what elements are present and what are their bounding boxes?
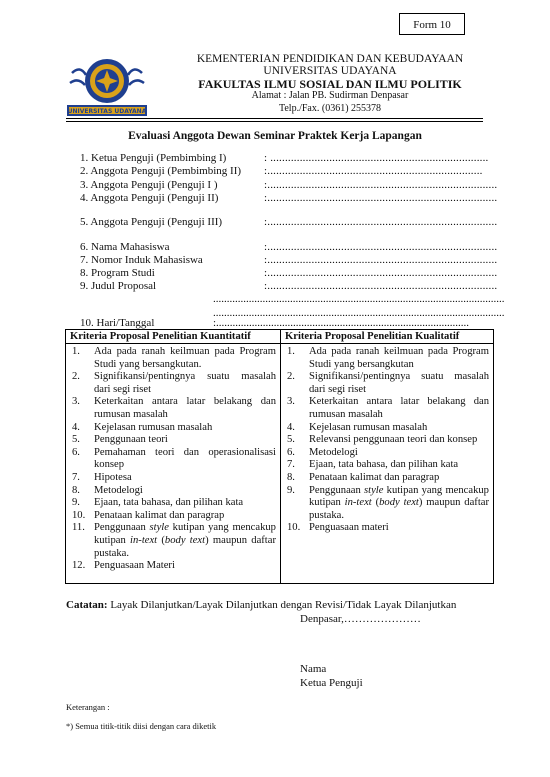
catatan-text: Layak Dilanjutkan/Layak Dilanjutkan dengan Revisi/Tidak Layak Dilanjutkan bbox=[107, 599, 457, 611]
qualitative-item-number: 9. bbox=[287, 484, 295, 496]
criteria-body-row bbox=[66, 344, 494, 584]
quantitative-item-text: Pemahaman teori dan operasionalisasi konsep bbox=[94, 446, 276, 471]
quantitative-item bbox=[72, 434, 276, 447]
form-title: Evaluasi Anggota Dewan Seminar Praktek Kerja Lapangan bbox=[128, 130, 422, 142]
qualitative-item-number: 4. bbox=[287, 421, 295, 433]
university-logo bbox=[66, 55, 148, 119]
qualitative-item bbox=[287, 371, 489, 396]
qualitative-item-text: Ada pada ranah keilmuan pada Program Studi yang bersangkutan bbox=[309, 346, 489, 370]
field-label-program-studi: 8. Program Studi bbox=[80, 267, 155, 279]
field-label-anggota-penguji-i: 3. Anggota Penguji (Penguji I ) bbox=[80, 179, 218, 191]
quantitative-item bbox=[72, 497, 276, 510]
quantitative-item bbox=[72, 522, 276, 560]
qualitative-item-text: Keterkaitan antara latar belakang dan rumusan masalah bbox=[309, 396, 489, 420]
field-label-anggota-penguji-ii: 4. Anggota Penguji (Penguji II) bbox=[80, 192, 219, 204]
qualitative-item bbox=[287, 472, 489, 485]
signature-place-date: Denpasar,………………… bbox=[300, 613, 421, 625]
quantitative-item-number: 10. bbox=[72, 509, 86, 521]
quantitative-item-text: Ejaan, tata bahasa, dan pilihan kata bbox=[94, 497, 244, 509]
qualitative-item-number: 3. bbox=[287, 396, 295, 408]
quantitative-item bbox=[72, 371, 276, 396]
qualitative-item-text: Metodelogi bbox=[309, 446, 358, 458]
catatan-label: Catatan: bbox=[66, 599, 108, 611]
quantitative-item-number: 4. bbox=[72, 421, 80, 433]
quantitative-item-number: 9. bbox=[72, 497, 80, 509]
quantitative-item-text: Penguasaan Materi bbox=[94, 560, 175, 572]
qualitative-item-text: Signifikansi/pentingnya suatu masalah dari segi riset bbox=[309, 371, 489, 395]
criteria-header-row bbox=[66, 330, 494, 344]
qualitative-item bbox=[287, 459, 489, 472]
qualitative-item-text: Penataan kalimat dan paragrap bbox=[309, 471, 440, 483]
qualitative-item bbox=[287, 422, 489, 435]
quantitative-item bbox=[72, 447, 276, 472]
field-value-anggota-penguji-i[interactable]: :.............................................................................. bbox=[264, 179, 498, 191]
quantitative-item-text: Penggunaan teori bbox=[94, 434, 168, 446]
field-label-anggota-penguji-iii: 5. Anggota Penguji (Penguji III) bbox=[80, 216, 223, 228]
qualitative-item-number: 8. bbox=[287, 471, 295, 483]
field-value-anggota-penguji-ii[interactable]: :.............................................................................. bbox=[264, 192, 498, 204]
quantitative-item-number: 1. bbox=[72, 346, 80, 357]
header-rule-thin bbox=[66, 121, 483, 122]
quantitative-criteria-list bbox=[72, 346, 276, 573]
field-value-hari-tanggal[interactable]: :............................................................................................ bbox=[213, 317, 470, 329]
qualitative-item bbox=[287, 346, 489, 371]
field-value-ketua-penguji[interactable]: : .......................................................................... bbox=[264, 152, 489, 164]
field-label-nama-mahasiswa: 6. Nama Mahasiswa bbox=[80, 241, 170, 253]
criteria-header-quantitative: Kriteria Proposal Penelitian Kuantitatif bbox=[66, 330, 281, 344]
form-number: Form 10 bbox=[413, 19, 451, 31]
quantitative-item bbox=[72, 472, 276, 485]
form-number-box bbox=[399, 13, 465, 35]
quantitative-item-number: 6. bbox=[72, 446, 80, 458]
quantitative-item-number: 11. bbox=[72, 522, 85, 534]
qualitative-item bbox=[287, 434, 489, 447]
field-value-judul-proposal[interactable]: :.............................................................................. bbox=[264, 280, 498, 292]
quantitative-item bbox=[72, 422, 276, 435]
qualitative-item-text: Ejaan, tata bahasa, dan pilihan kata bbox=[309, 459, 459, 471]
quantitative-item-text: Signifikansi/pentingnya suatu masalah dari segi riset bbox=[94, 371, 276, 395]
logo-text: UNIVERSITAS UDAYANA bbox=[67, 108, 147, 115]
qualitative-item-number: 2. bbox=[287, 371, 295, 383]
quantitative-item-text: Hipotesa bbox=[94, 471, 132, 483]
field-label-judul-proposal: 9. Judul Proposal bbox=[80, 280, 157, 292]
qualitative-item-number: 10. bbox=[287, 522, 301, 534]
header-phone: Telp./Fax. (0361) 255378 bbox=[278, 103, 382, 114]
quantitative-item bbox=[72, 346, 276, 371]
criteria-quantitative-cell bbox=[66, 344, 281, 584]
quantitative-item-number: 8. bbox=[72, 484, 80, 496]
qualitative-item-text: Penguasaan materi bbox=[309, 522, 389, 534]
qualitative-item bbox=[287, 485, 489, 523]
qualitative-item-text: Penggunaan style kutipan yang mencakup kutipan in-text (body text) maupun daftar pustaka. bbox=[309, 484, 489, 521]
judul-continuation-line-1[interactable]: .......................................................................................................... bbox=[213, 293, 505, 305]
keterangan-label: Keterangan : bbox=[66, 702, 110, 712]
quantitative-item-text: Metodelogi bbox=[94, 484, 143, 496]
field-label-hari-tanggal: 10. Hari/Tanggal bbox=[80, 317, 155, 329]
judul-continuation-line-2[interactable]: .......................................................................................................... bbox=[213, 307, 505, 319]
keterangan-note: *) Semua titik-titik diisi dengan cara diketik bbox=[66, 721, 217, 731]
qualitative-item bbox=[287, 447, 489, 460]
signature-role: Ketua Penguji bbox=[300, 677, 363, 689]
criteria-qualitative-cell bbox=[281, 344, 494, 584]
quantitative-item-text: Penataan kalimat dan paragrap bbox=[94, 509, 225, 521]
quantitative-item-number: 7. bbox=[72, 471, 80, 483]
qualitative-item-number: 6. bbox=[287, 446, 295, 458]
qualitative-item-number: 7. bbox=[287, 459, 295, 471]
quantitative-item-number: 5. bbox=[72, 434, 80, 446]
header-university: UNIVERSITAS UDAYANA bbox=[263, 65, 397, 77]
quantitative-item-number: 12. bbox=[72, 560, 86, 572]
field-value-anggota-pembimbing-ii[interactable]: :......................................................................... bbox=[264, 165, 483, 177]
field-label-ketua-penguji: 1. Ketua Penguji (Pembimbing I) bbox=[80, 152, 227, 164]
header-ministry: KEMENTERIAN PENDIDIKAN DAN KEBUDAYAAN bbox=[196, 53, 464, 65]
qualitative-item bbox=[287, 396, 489, 421]
quantitative-item-number: 2. bbox=[72, 371, 80, 383]
quantitative-item bbox=[72, 510, 276, 523]
criteria-table bbox=[65, 329, 494, 584]
criteria-header-qualitative: Kriteria Proposal Penelitian Kualitatif bbox=[281, 330, 494, 344]
field-label-nim: 7. Nomor Induk Mahasiswa bbox=[80, 254, 203, 266]
qualitative-item-text: Kejelasan rumusan masalah bbox=[309, 421, 428, 433]
header-rule-thick bbox=[66, 118, 483, 119]
qualitative-item-number: 5. bbox=[287, 434, 295, 446]
quantitative-item bbox=[72, 560, 276, 573]
field-label-anggota-pembimbing-ii: 2. Anggota Penguji (Pembimbing II) bbox=[80, 165, 242, 177]
field-value-anggota-penguji-iii[interactable]: :.............................................................................. bbox=[264, 216, 498, 228]
qualitative-item-text: Relevansi penggunaan teori dan konsep bbox=[309, 434, 478, 446]
quantitative-item bbox=[72, 485, 276, 498]
quantitative-item-text: Kejelasan rumusan masalah bbox=[94, 421, 213, 433]
qualitative-item bbox=[287, 522, 489, 535]
header-faculty: FAKULTAS ILMU SOSIAL DAN ILMU POLITIK bbox=[198, 77, 462, 91]
field-value-nim[interactable]: :.............................................................................. bbox=[264, 254, 498, 266]
quantitative-item bbox=[72, 396, 276, 421]
catatan-line bbox=[66, 599, 456, 611]
qualitative-item-number: 1. bbox=[287, 346, 295, 357]
quantitative-item-text: Keterkaitan antara latar belakang dan rumusan masalah bbox=[94, 396, 276, 420]
quantitative-item-text: Ada pada ranah keilmuan pada Program Studi yang bersangkutan. bbox=[94, 346, 276, 370]
quantitative-item-number: 3. bbox=[72, 396, 80, 408]
signature-name: Nama bbox=[300, 663, 327, 675]
qualitative-criteria-list bbox=[287, 346, 489, 535]
field-value-program-studi[interactable]: :.............................................................................. bbox=[264, 267, 498, 279]
field-value-nama-mahasiswa[interactable]: :.............................................................................. bbox=[264, 241, 498, 253]
header-address: Alamat : Jalan PB. Sudirman Denpasar bbox=[251, 90, 409, 101]
quantitative-item-text: Penggunaan style kutipan yang mencakup kutipan in-text (body text) maupun daftar pustaka. bbox=[94, 522, 276, 559]
